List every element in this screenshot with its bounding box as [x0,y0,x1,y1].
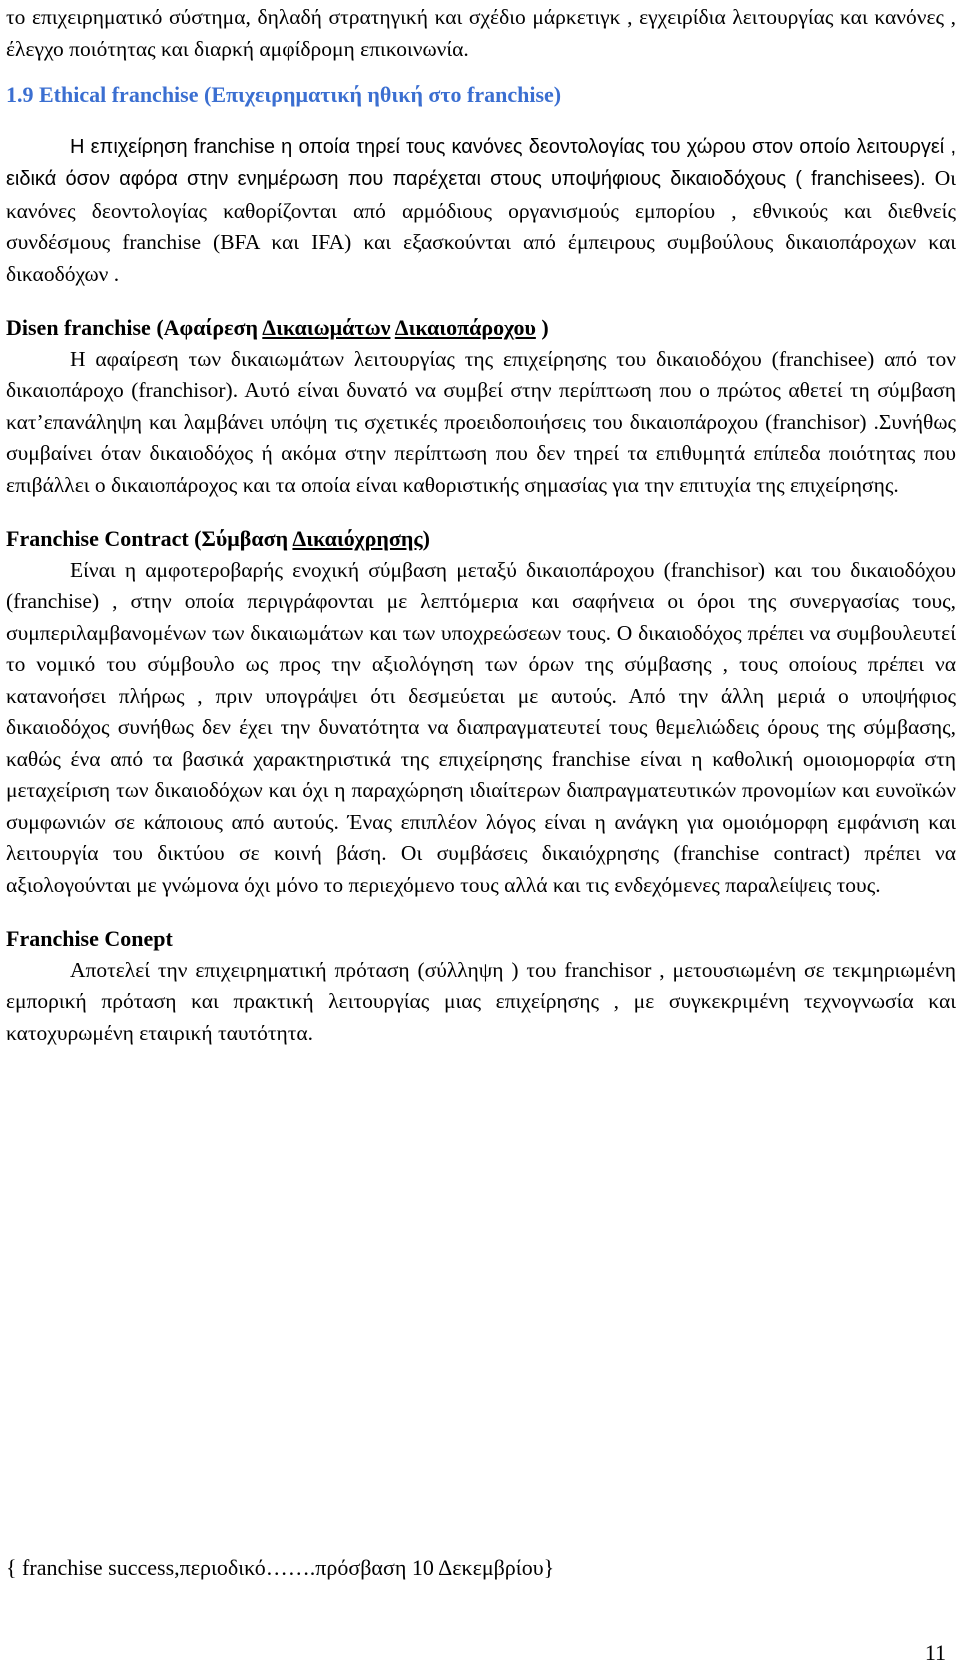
source-footnote: { franchise success,περιοδικό…….πρόσβαση 10 Δεκεμβρίου} [6,1555,555,1580]
heading-contract-suffix: ) [422,526,430,551]
page-number: 11 [924,1640,946,1665]
disen-franchise-paragraph: Η αφαίρεση των δικαιωμάτων λειτουργίας της επιχείρησης του δικαιοδόχου (franchisee) από τον δικαιοπάροχο (franchisor). Αυτό είναι δυνατό να συμβεί στην περίπτωση που ο πρώτος αθετεί τη σύμβαση κατ’επανάληψη και λαμβάνει υπόψη τις σχετικές προειδοποιήσεις του δικαιοπάροχου (franchisor) .Συνήθως συμβαίνει όταν δικαιοδόχος ή ακόμα στην περίπτωση που δεν τηρεί τα επιθυμητά επίπεδα ποιότητας που επιβάλλει ο δικαιοπάροχος και τα οποία είναι καθοριστικής σημασίας για την επιτυχία της επιχείρησης. [6,346,956,497]
spacer [6,290,956,312]
section-heading-ethical-franchise: 1.9 Ethical franchise (Επιχειρηματική ηθική στο franchise) [6,82,562,107]
franchise-concept-paragraph: Αποτελεί την επιχειρηματική πρόταση (σύλληψη ) του franchisor , μετουσιωμένη σε τεκμηριωμένη εμπορική πρόταση και πρακτική λειτουργίας μιας επιχείρησης , με συγκεκριμένη τεχνογνωσία και κατοχυρωμένη εταιρική ταυτότητα. [6,957,956,1045]
heading-contract-prefix: Franchise Contract (Σύμβαση [6,526,293,551]
spacer [6,501,956,523]
spacer [6,65,956,79]
heading-disen-suffix: ) [535,315,549,340]
heading-disen-underlined-2: Δικαιοπάροχου [394,315,536,340]
heading-disen-prefix: Disen franchise (Αφαίρεση [6,315,263,340]
ethical-franchise-paragraph [6,131,956,291]
heading-franchise-contract [6,523,956,555]
document-page [6,2,956,1049]
franchise-contract-paragraph: Είναι η αμφοτεροβαρής ενοχική σύμβαση μεταξύ δικαιοπάροχου (franchisor) και του δικαιοδόχου (franchise) , στην οποία περιγράφονται με λεπτόμερια και σαφήνεια οι όροι της συνεργασίας τους, συμπεριλαμβανομένων των δικαιωμάτων και των υποχρεώσεων τους. Ο δικαιοδόχος πρέπει να συμβουλευτεί το νομικό του σύμβουλο ως προς την αξιολόγηση των όρων της σύμβασης , τους οποίους πρέπει να κατανοήσει πλήρως , πριν υπογράψει ότι δεσμεύεται με αυτούς. Από την άλλη μεριά ο υποψήφιος δικαιοδόχος συνήθως δεν έχει την δυνατότητα να διαπραγματευτεί τους θεμελιώδεις όρους της σύμβασης, καθώς ένα από τα βασικά χαρακτηριστικά της επιχείρησης franchise είναι η καθολική ομοιομορφία στη μεταχείριση των δικαιοδόχων και όχι η παραχώρηση ιδιαίτερων διαπραγματευτικών προνομίων και ευνοϊκών συμφωνιών σε κάποιους από αυτούς. Ένας επιπλέον λόγος είναι η ανάγκη για ομοιόμορφη εμφάνιση και λειτουργία του δικτύου σε κοινή βάση. Οι συμβάσεις δικαιόχρησης (franchise contract) πρέπει να αξιολογούνται με γνώμονα όχι μόνο το περιεχόμενο τους αλλά και τις ενδεχόμενες παραλείψεις τους. [6,557,956,897]
intro-paragraph: το επιχειρηματικό σύστημα, δηλαδή στρατηγική και σχέδιο μάρκετιγκ , εγχειρίδια λειτουργίας και κανόνες , έλεγχο ποιότητας και διαρκή αμφίδρομη επικοινωνία. [6,5,956,61]
heading-franchise-concept: Franchise Conept [6,926,173,951]
heading-disen-underlined-1: Δικαιωμάτων [262,315,391,340]
ethical-franchise-body-serif: Οι κανόνες δεοντολογίας καθορίζονται από αρμόδιους οργανισμούς εμπορίου , εθνικούς και διεθνείς συνδέσμους franchise (BFA και IFA) και εξασκούνται από έμπειρους συμβούλους δικαιοπάροχων και δικαοδόχων . [6,166,957,286]
heading-contract-underlined: Δικαιόχρησης [292,526,423,551]
spacer [6,111,956,131]
heading-disen-franchise [6,312,956,344]
spacer [6,901,956,923]
ethical-franchise-body-sans: Η επιχείρηση franchise η οποία τηρεί τους κανόνες δεοντολογίας του χώρου στον οποίο λειτουργεί , ειδικά όσον αφόρα στην ενημέρωση που παρέχεται στους υποψήφιους δικαιοδόχους ( franchisees). [6,135,956,190]
